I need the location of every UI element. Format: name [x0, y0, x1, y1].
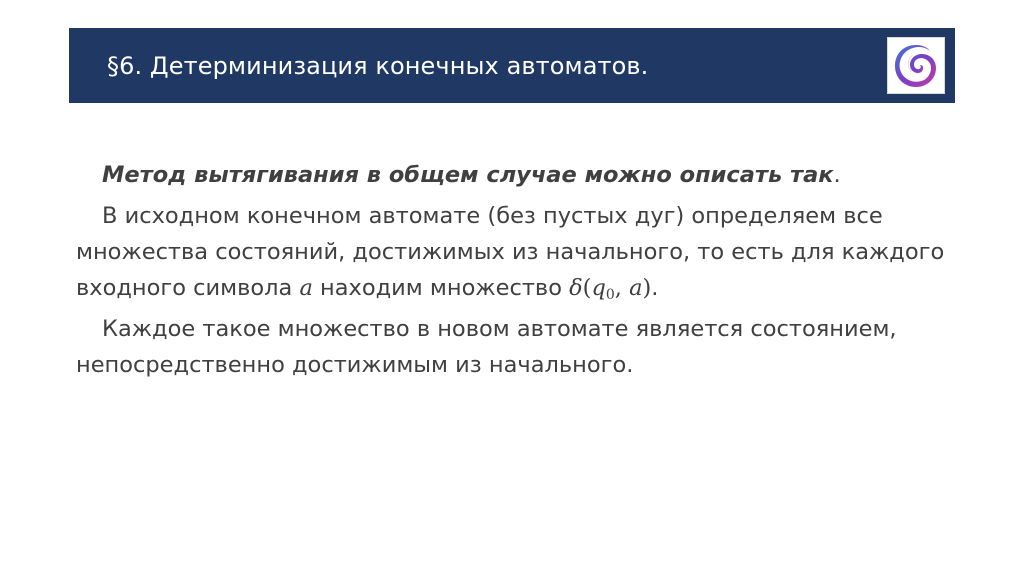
formula-open: ( [582, 275, 592, 301]
formula-sep: , [614, 275, 630, 301]
formula-symbol: a [629, 275, 643, 301]
formula-state: q [591, 275, 606, 301]
para1-text: В исходном конечном автомате (без пустых дуг) определяем все множества состояний, достижимых из начального, то есть для каждого входного символа [76, 203, 945, 301]
para1-end: . [651, 275, 659, 301]
lead-paragraph [76, 157, 956, 193]
paragraph-2: Каждое такое множество в новом автомате является состоянием, непосредственно достижимым из начального. [76, 316, 897, 378]
lead-bold-text: Метод вытягивания в общем случае можно описать так [102, 162, 834, 188]
formula-func: δ [569, 275, 583, 301]
lead-tail: . [833, 162, 841, 188]
header-bar [69, 28, 955, 103]
transition-formula [569, 275, 651, 301]
para1-mid: находим множество [312, 275, 570, 301]
slide-title: §6. Детерминизация конечных автоматов. [107, 52, 649, 80]
slide-body [76, 157, 956, 388]
logo [887, 37, 945, 94]
formula-close: ) [642, 275, 652, 301]
para1-var: a [299, 275, 313, 301]
swirl-logo-icon [891, 41, 941, 91]
paragraph-1 [76, 198, 956, 306]
formula-state-sub: 0 [605, 287, 615, 303]
